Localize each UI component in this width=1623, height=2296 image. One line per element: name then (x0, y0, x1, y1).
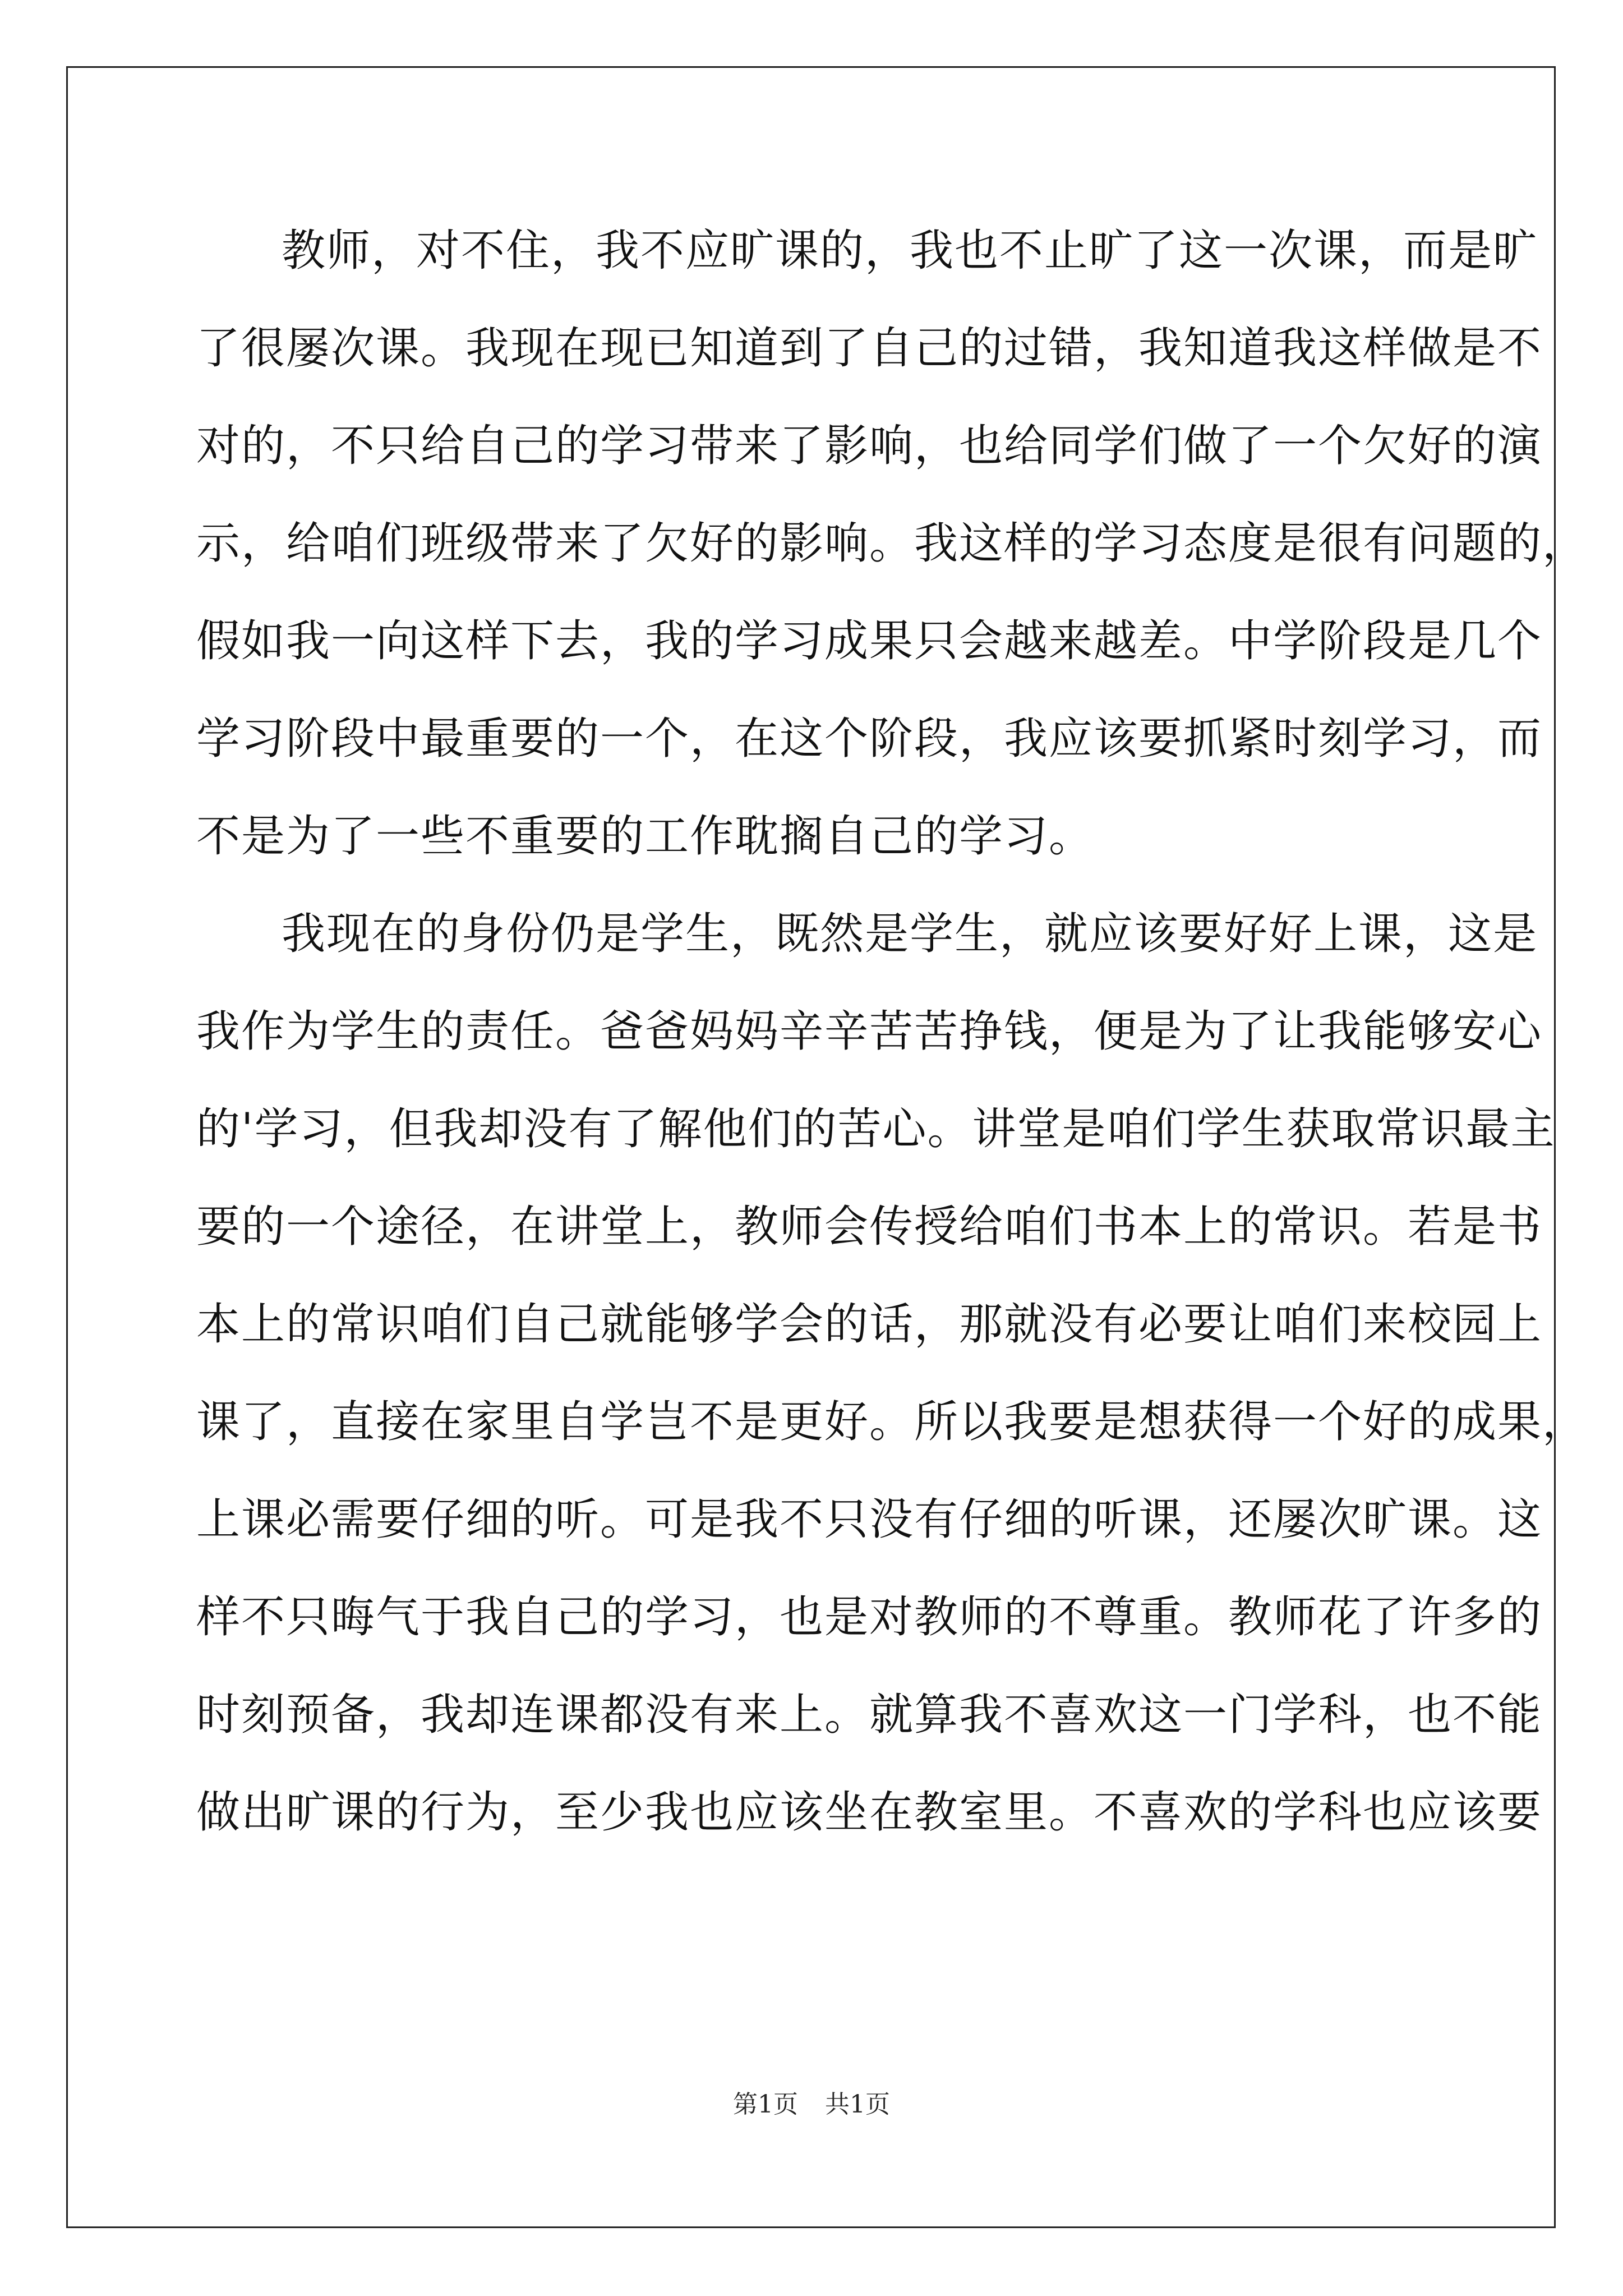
paragraph-2-line-9: 时刻预备，我却连课都没有来上。就算我不喜欢这一门学科，也不能 (196, 1690, 1543, 1740)
paragraph-1-line-3: 对的，不只给自己的学习带来了影响，也给同学们做了一个欠好的演 (196, 421, 1543, 471)
paragraph-1-line-7: 不是为了一些不重要的工作耽搁自己的学习。 (196, 811, 1094, 862)
paragraph-2-line-4: 要的一个途径，在讲堂上，教师会传授给咱们书本上的常识。若是书 (196, 1202, 1543, 1252)
paragraph-2-line-6: 课了，直接在家里自学岂不是更好。所以我要是想获得一个好的成果， (196, 1397, 1588, 1447)
page-number-current: 第1页 (733, 2090, 798, 2119)
page-number-total: 共1页 (825, 2090, 890, 2119)
paragraph-1-line-6: 学习阶段中最重要的一个，在这个阶段，我应该要抓紧时刻学习，而 (196, 714, 1543, 764)
paragraph-2-line-5: 本上的常识咱们自己就能够学会的话，那就没有必要让咱们来校园上 (196, 1299, 1543, 1350)
paragraph-2-line-10: 做出旷课的行为，至少我也应该坐在教室里。不喜欢的学科也应该要 (196, 1787, 1543, 1838)
paragraph-2-line-8: 样不只晦气于我自己的学习，也是对教师的不尊重。教师花了许多的 (196, 1592, 1543, 1642)
paragraph-2-line-2: 我作为学生的责任。爸爸妈妈辛辛苦苦挣钱，便是为了让我能够安心 (196, 1006, 1543, 1057)
page-footer (0, 2088, 1623, 2122)
paragraph-2-line-7: 上课必需要仔细的听。可是我不只没有仔细的听课，还屡次旷课。这 (196, 1494, 1543, 1545)
paragraph-2-line-1: 我现在的身份仍是学生，既然是学生，就应该要好好上课，这是 (282, 909, 1538, 959)
paragraph-2-line-3: 的'学习，但我却没有了解他们的苦心。讲堂是咱们学生获取常识最主 (196, 1104, 1556, 1154)
paragraph-1-line-1: 教师，对不住，我不应旷课的，我也不止旷了这一次课，而是旷 (282, 226, 1538, 276)
document-body (196, 202, 1588, 1861)
paragraph-1-line-4: 示，给咱们班级带来了欠好的影响。我这样的学习态度是很有问题的， (196, 518, 1588, 569)
paragraph-1-line-2: 了很屡次课。我现在现已知道到了自己的过错，我知道我这样做是不 (196, 323, 1543, 374)
paragraph-1-line-5: 假如我一向这样下去，我的学习成果只会越来越差。中学阶段是几个 (196, 616, 1543, 666)
